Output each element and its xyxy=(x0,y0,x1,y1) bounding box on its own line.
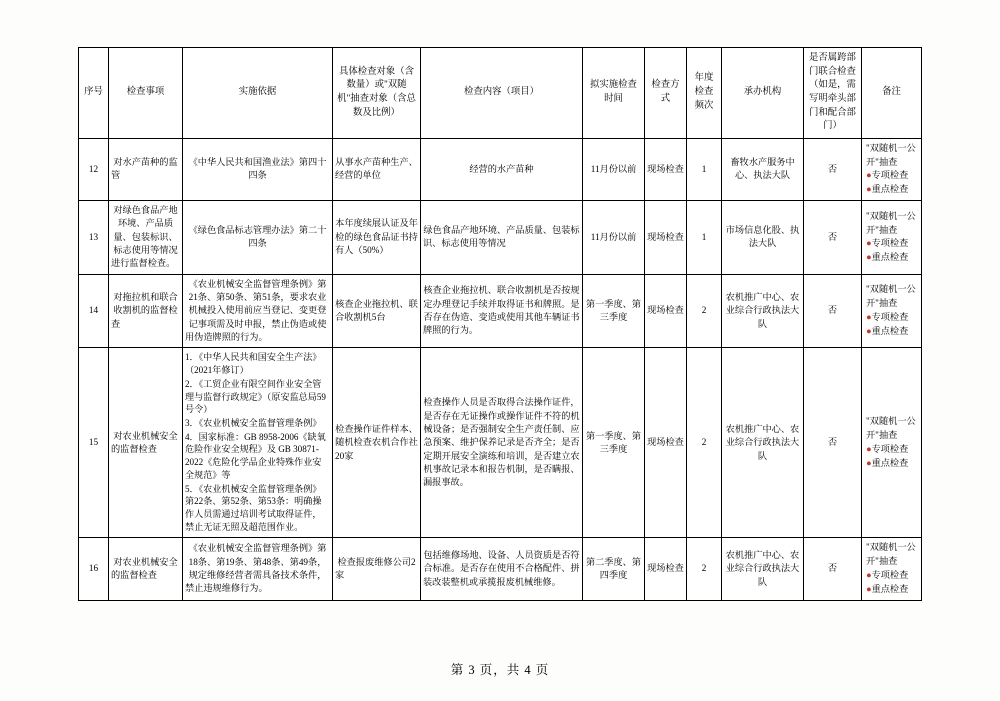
basis-item: 4．国家标准：GB 8958-2006《缺氧危险作业安全规程》及 GB 30871-2022《危险化学品企业特殊作业安全规范》等 xyxy=(185,431,326,480)
remark-item: ●重点检查 xyxy=(866,184,909,195)
cell-method: 现场检查 xyxy=(645,274,687,348)
cell-agency: 农机推广中心、农业综合行政执法大队 xyxy=(722,348,804,538)
cell-agency: 市场信息化股、执法大队 xyxy=(722,200,804,274)
remark-item: "双随机一公开"抽查 xyxy=(866,210,916,235)
cell-matter: 对拖拉机和联合收割机的监督检查 xyxy=(109,274,183,348)
remark-item: ●专项检查 xyxy=(866,170,909,181)
cell-seq: 14 xyxy=(79,274,109,348)
basis-list xyxy=(185,351,330,533)
cell-method: 现场检查 xyxy=(645,538,687,600)
cell-frequency: 1 xyxy=(687,200,722,274)
table-row xyxy=(79,200,922,274)
remark-item: ●重点检查 xyxy=(866,583,909,594)
col-header-frequency: 年度检查频次 xyxy=(687,48,722,139)
basis-item: 2．《工贸企业有限空间作业安全管理与监督行政规定》（原安监总局59号令） xyxy=(185,378,326,415)
cell-time: 第一季度、第三季度 xyxy=(583,274,645,348)
remark-item: "双随机一公开"抽查 xyxy=(866,416,916,441)
cell-basis: 《农业机械安全监督管理条例》第21条、第50条、第51条，要求农业机械投入使用前应当登记、变更登记事项需及时申报，禁止伪造或使用伪造牌照的行为。 xyxy=(183,274,333,348)
cell-content: 包括维修场地、设备、人员资质是否符合标准。是否存在使用不合格配件、拼装改装整机或承揽报废机械维修。 xyxy=(421,538,583,600)
basis-item: 1．《中华人民共和国安全生产法》（2021年修订） xyxy=(185,352,322,376)
cell-joint: 否 xyxy=(804,200,862,274)
cell-frequency: 1 xyxy=(687,138,722,200)
table-body xyxy=(79,138,922,600)
cell-content: 绿色食品产地环境、产品质量、包装标识、标志使用等情况 xyxy=(421,200,583,274)
inspection-table-wrapper xyxy=(78,47,921,601)
cell-time: 11月份以前 xyxy=(583,200,645,274)
cell-basis xyxy=(183,348,333,538)
cell-remark xyxy=(862,348,922,538)
remark-item: "双随机一公开"抽查 xyxy=(866,142,916,167)
remark-item: ●专项检查 xyxy=(866,570,909,581)
cell-agency: 农机推广中心、农业综合行政执法大队 xyxy=(722,538,804,600)
remark-item: ●专项检查 xyxy=(866,312,909,323)
cell-frequency: 2 xyxy=(687,348,722,538)
remark-item: "双随机一公开"抽查 xyxy=(866,284,916,309)
col-header-matter: 检查事项 xyxy=(109,48,183,139)
col-header-seq: 序号 xyxy=(79,48,109,139)
cell-joint: 否 xyxy=(804,348,862,538)
cell-seq: 12 xyxy=(79,138,109,200)
cell-object: 从事水产苗种生产、经营的单位 xyxy=(333,138,421,200)
col-header-basis: 实施依据 xyxy=(183,48,333,139)
cell-seq: 13 xyxy=(79,200,109,274)
cell-remark xyxy=(862,274,922,348)
col-header-agency: 承办机构 xyxy=(722,48,804,139)
inspection-plan-table xyxy=(78,47,922,601)
cell-remark xyxy=(862,138,922,200)
col-header-time: 拟实施检查时间 xyxy=(583,48,645,139)
cell-matter: 对农业机械安全的监督检查 xyxy=(109,538,183,600)
cell-agency: 畜牧水产服务中心、执法大队 xyxy=(722,138,804,200)
cell-remark xyxy=(862,200,922,274)
cell-seq: 16 xyxy=(79,538,109,600)
basis-item: 3．《农业机械安全监督管理条例》 xyxy=(185,417,322,428)
cell-joint: 否 xyxy=(804,538,862,600)
cell-remark xyxy=(862,538,922,600)
cell-matter: 对农业机械安全的监督检查 xyxy=(109,348,183,538)
cell-seq: 15 xyxy=(79,348,109,538)
table-row xyxy=(79,138,922,200)
header-row xyxy=(79,48,922,139)
cell-content: 经营的水产苗种 xyxy=(421,138,583,200)
remark-item: ●专项检查 xyxy=(866,443,909,454)
cell-object: 检查报废维修公司2家 xyxy=(333,538,421,600)
cell-method: 现场检查 xyxy=(645,138,687,200)
cell-joint: 否 xyxy=(804,274,862,348)
col-header-content: 检查内容（项目） xyxy=(421,48,583,139)
cell-joint: 否 xyxy=(804,138,862,200)
remark-item: ●专项检查 xyxy=(866,238,909,249)
cell-method: 现场检查 xyxy=(645,200,687,274)
cell-object: 核查企业拖拉机、联合收割机5台 xyxy=(333,274,421,348)
cell-basis: 《绿色食品标志管理办法》第二十四条 xyxy=(183,200,333,274)
col-header-object: 具体检查对象（含数量）或"双随机"抽查对象（含总数及比例） xyxy=(333,48,421,139)
cell-time: 第二季度、第四季度 xyxy=(583,538,645,600)
table-row xyxy=(79,538,922,600)
basis-item: 5．《农业机械安全监督管理条例》第22条、第52条、第53条：明确操作人员需通过培训考试取得证件，禁止无证无照及超范围作业。 xyxy=(185,483,322,532)
cell-time: 第一季度、第三季度 xyxy=(583,348,645,538)
col-header-joint: 是否属跨部门联合检查（如是，需写明牵头部门和配合部门） xyxy=(804,48,862,139)
cell-object: 本年度续展认证及年检的绿色食品证书持有人（50%） xyxy=(333,200,421,274)
table-header xyxy=(79,48,922,139)
cell-content: 核查企业拖拉机、联合收割机是否按规定办理登记手续并取得证书和牌照。是否存在伪造、变造或使用其他车辆证书牌照的行为。 xyxy=(421,274,583,348)
remark-item: ●重点检查 xyxy=(866,457,909,468)
table-row xyxy=(79,348,922,538)
cell-basis: 《中华人民共和国渔业法》第四十四条 xyxy=(183,138,333,200)
cell-time: 11月份以前 xyxy=(583,138,645,200)
page-footer: 第 3 页，共 4 页 xyxy=(450,663,550,677)
remark-item: "双随机一公开"抽查 xyxy=(866,542,916,567)
cell-frequency: 2 xyxy=(687,274,722,348)
cell-content: 检查操作人员是否取得合法操作证件，是否存在无证操作或操作证件不符的机械设备；是否强制安全生产责任制、应急预案、维护保养记录是否齐全；是否定期开展安全演练和培训，是否建立农机事故记录本和报告机制，是否瞒报、漏报事故。 xyxy=(421,348,583,538)
cell-agency: 农机推广中心、农业综合行政执法大队 xyxy=(722,274,804,348)
table-row xyxy=(79,274,922,348)
cell-matter: 对水产苗种的监管 xyxy=(109,138,183,200)
remark-item: ●重点检查 xyxy=(866,252,909,263)
cell-frequency: 2 xyxy=(687,538,722,600)
cell-object: 检查操作证件样本、随机检查农机合作社20家 xyxy=(333,348,421,538)
remark-item: ●重点检查 xyxy=(866,325,909,336)
cell-basis: 《农业机械安全监督管理条例》第18条、第19条、第48条、第49条，规定维修经营者需具备技术条件，禁止违规维修行为。 xyxy=(183,538,333,600)
col-header-remark: 备注 xyxy=(862,48,922,139)
col-header-method: 检查方式 xyxy=(645,48,687,139)
cell-method: 现场检查 xyxy=(645,348,687,538)
cell-matter: 对绿色食品产地环境、产品质量、包装标识、标志使用等情况进行监督检查。 xyxy=(109,200,183,274)
